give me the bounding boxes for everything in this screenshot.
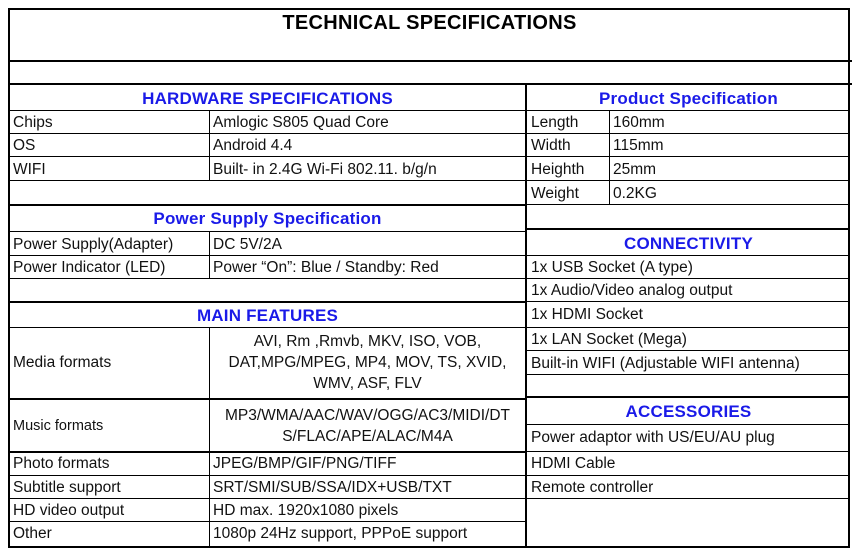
divider	[527, 133, 850, 134]
hardware-label: Chips	[13, 114, 53, 131]
features-header: MAIN FEATURES	[196, 306, 339, 325]
photo-formats-value: JPEG/BMP/GIF/PNG/TIFF	[213, 455, 397, 472]
subtitle-support-label: Subtitle support	[13, 479, 121, 496]
divider	[10, 521, 525, 522]
other-label: Other	[13, 525, 52, 542]
height-label: Heighth	[531, 161, 585, 178]
accessory-item: Remote controller	[531, 479, 654, 496]
hardware-header: HARDWARE SPECIFICATIONS	[142, 89, 393, 108]
weight-value: 0.2KG	[613, 185, 657, 202]
hardware-label: OS	[13, 137, 36, 154]
accessory-item: HDMI Cable	[531, 455, 616, 472]
media-formats-line: DAT,MPG/MPEG, MP4, MOV, TS, XVID,	[228, 354, 507, 371]
divider	[10, 156, 525, 157]
hardware-value: Android 4.4	[213, 137, 293, 154]
divider	[527, 228, 850, 230]
length-label: Length	[531, 114, 579, 131]
divider	[10, 180, 525, 181]
divider	[10, 451, 525, 453]
divider	[527, 255, 850, 256]
divider	[527, 180, 850, 181]
media-formats-line: AVI, Rm ,Rmvb, MKV, ISO, VOB,	[253, 333, 482, 350]
divider	[10, 278, 525, 279]
accessories-header: ACCESSORIES	[625, 402, 752, 421]
connectivity-header: CONNECTIVITY	[624, 234, 753, 253]
divider	[10, 475, 525, 476]
divider	[10, 255, 525, 256]
hd-video-output-label: HD video output	[13, 502, 125, 519]
divider	[527, 451, 850, 452]
power-value: DC 5V/2A	[213, 236, 282, 253]
divider	[527, 278, 850, 279]
music-formats-value	[210, 405, 525, 447]
divider	[527, 424, 850, 425]
hardware-value: Built- in 2.4G Wi-Fi 802.11. b/g/n	[213, 161, 437, 178]
page-title: TECHNICAL SPECIFICATIONS	[282, 12, 577, 34]
media-formats-label: Media formats	[13, 354, 112, 371]
divider	[527, 301, 850, 302]
connectivity-item: Built-in WIFI (Adjustable WIFI antenna)	[531, 355, 800, 372]
divider	[527, 498, 850, 499]
hd-video-output-value: HD max. 1920x1080 pixels	[213, 502, 399, 519]
divider	[10, 498, 525, 499]
divider	[527, 396, 850, 398]
product-spec-header: Product Specification	[599, 89, 778, 108]
photo-formats-label: Photo formats	[13, 455, 110, 472]
divider	[525, 84, 527, 548]
divider	[10, 110, 525, 111]
divider	[10, 327, 525, 328]
power-label: Power Supply(Adapter)	[13, 236, 174, 253]
media-formats-value	[210, 331, 525, 394]
connectivity-item: 1x HDMI Socket	[531, 306, 643, 323]
divider	[527, 475, 850, 476]
other-value: 1080p 24Hz support, PPPoE support	[213, 525, 468, 542]
hardware-label: WIFI	[13, 161, 46, 178]
connectivity-item: 1x USB Socket (A type)	[531, 259, 693, 276]
divider	[10, 133, 525, 134]
music-formats-line: MP3/WMA/AAC/WAV/OGG/AC3/MIDI/DT	[224, 407, 511, 424]
divider	[527, 327, 850, 328]
music-formats-line: S/FLAC/APE/ALAC/M4A	[282, 428, 453, 445]
divider	[8, 83, 852, 85]
height-value: 25mm	[613, 161, 657, 178]
length-value: 160mm	[613, 114, 665, 131]
hardware-value: Amlogic S805 Quad Core	[213, 114, 389, 131]
music-formats-label: Music formats	[13, 418, 104, 434]
power-header: Power Supply Specification	[153, 209, 382, 228]
divider	[209, 110, 210, 180]
accessory-item: Power adaptor with US/EU/AU plug	[531, 429, 775, 446]
connectivity-item: 1x LAN Socket (Mega)	[531, 331, 687, 348]
width-label: Width	[531, 137, 571, 154]
subtitle-support-value: SRT/SMI/SUB/SSA/IDX+USB/TXT	[213, 479, 452, 496]
power-value: Power “On”: Blue / Standby: Red	[213, 259, 439, 276]
divider	[527, 350, 850, 351]
divider	[8, 60, 852, 62]
divider	[527, 204, 850, 205]
divider	[10, 231, 525, 232]
divider	[527, 110, 850, 111]
power-label: Power Indicator (LED)	[13, 259, 166, 276]
width-value: 115mm	[613, 137, 664, 154]
divider	[527, 374, 850, 375]
media-formats-line: WMV, ASF, FLV	[313, 375, 422, 392]
divider	[10, 398, 525, 400]
divider	[609, 110, 610, 204]
weight-label: Weight	[531, 185, 579, 202]
divider	[527, 156, 850, 157]
divider	[10, 301, 525, 303]
divider	[10, 204, 525, 206]
connectivity-item: 1x Audio/Video analog output	[531, 282, 733, 299]
